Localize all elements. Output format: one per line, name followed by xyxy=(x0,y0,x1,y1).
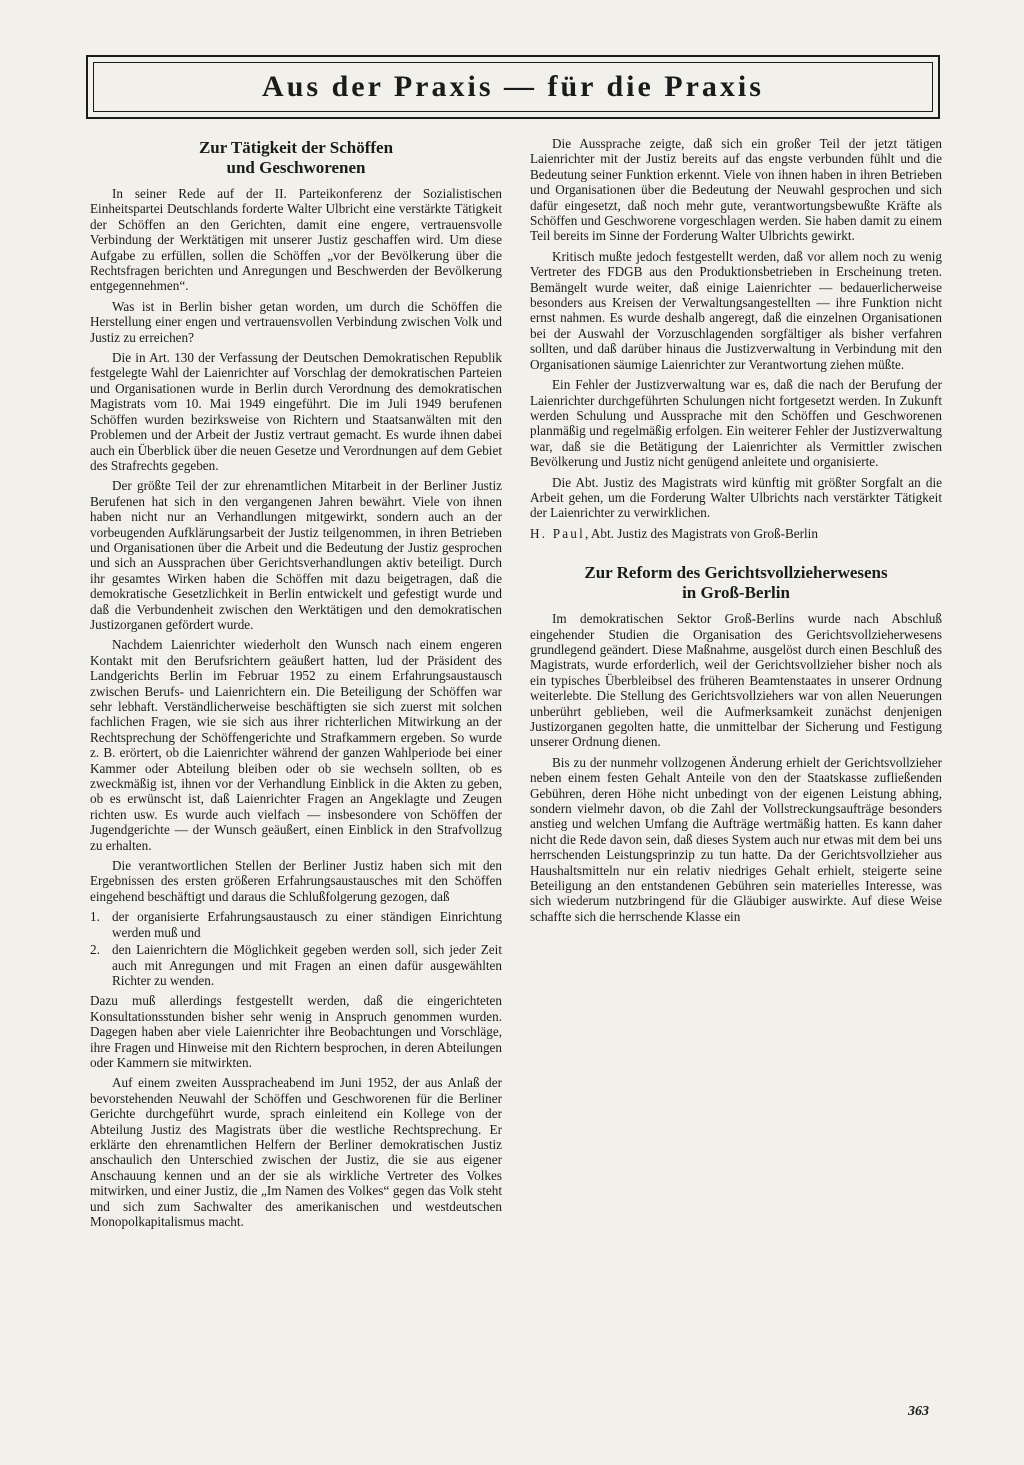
list-item-text: den Laienrichtern die Möglichkeit gegeben werden soll, sich jeder Zeit auch mit Anregungen und mit Fragen an einen dafür ausgewählten Richter zu wenden. xyxy=(112,942,502,988)
article-signature xyxy=(530,526,942,541)
paragraph: Der größte Teil der zur ehrenamtlichen Mitarbeit in der Berliner Justiz Berufenen hat sich in den vergangenen Jahren bewährt. Viele von ihnen haben nicht nur an Verhandlungen mitgewirkt, sondern auch an der vorbeugenden Aufklärungsarbeit der Justiz teilgenommen, in ihren Betrieben und Organisationen über die Arbeit und die Bedeutung der Justiz gesprochen und sich an Aussprachen über Gerichtsverhandlungen aktiv beteiligt. Durch ihr gesamtes Wirken haben die Schöffen mit dazu beigetragen, daß die demokratische Gesetzlichkeit in Berlin entwickelt und gefestigt wurde und daß die Verbundenheit zwischen den Werktätigen und den demokratischen Justizorganen gefördert wurde. xyxy=(90,478,502,632)
paragraph: In seiner Rede auf der II. Parteikonferenz der Sozialistischen Einheitspartei Deutschlands forderte Walter Ulbricht eine verstärkte Tätigkeit der Schöffen an den Gerichten, damit eine engere, vertrauensvolle Verbindung der Werktätigen mit unserer Justiz geschaffen wird. Um diese Aufgabe zu erfüllen, sollen die Schöffen „vor der Bevölkerung über die Rechtsfragen berichten und Anregungen und Beschwerden der Bevölkerung entgegennehmen“. xyxy=(90,186,502,294)
article-title-line-1: Zur Reform des Gerichtsvollzieherwesens xyxy=(584,563,888,583)
author-name: H. Paul xyxy=(530,525,585,541)
paragraph: Auf einem zweiten Ausspracheabend im Juni 1952, der aus Anlaß der bevorstehenden Neuwahl der Schöffen und Geschworenen für die Berliner Gerichte durchgeführt wurde, sprach einleitend ein Kollege von der Abteilung Justiz des Magistrats über die westliche Rechtsprechung. Er erklärte den ehrenamtlichen Helfern der Berliner demokratischen Justiz anschaulich den Unterschied zwischen der Justiz, die sie aus eigener Anschauung kennen und an der sie als wirkliche Vertreter des Volkes mitwirken, und einer Justiz, die „Im Namen des Volkes“ gegen das Volk steht und sich zum Sachwalter des amerikanischen und westdeutschen Monopolkapitalismus macht. xyxy=(90,1075,502,1229)
article-title-line-2: in Groß-Berlin xyxy=(682,583,790,603)
list-item-number: 1. xyxy=(90,909,100,925)
list-item xyxy=(90,909,502,940)
column-left xyxy=(90,136,502,1234)
paragraph: Die verantwortlichen Stellen der Berliner Justiz haben sich mit den Ergebnissen des ersten größeren Erfahrungsaustausches mit den Schöffen eingehend beschäftigt und daraus die Schlußfolgerung gezogen, daß xyxy=(90,858,502,904)
paragraph: Dazu muß allerdings festgestellt werden, daß die eingerichteten Konsultationsstunden bisher sehr wenig in Anspruch genommen wurden. Dagegen haben aber viele Laienrichter ihre Beobachtungen und Vorschläge, ihre Fragen und Hinweise mit den Richtern besprochen, in deren Abteilungen oder Kammern sie mitwirkten. xyxy=(90,993,502,1070)
masthead-inner-frame xyxy=(93,62,933,112)
list-item xyxy=(90,942,502,988)
page-number: 363 xyxy=(908,1404,929,1419)
article-title-line-1: Zur Tätigkeit der Schöffen xyxy=(198,138,394,157)
paragraph: Ein Fehler der Justizverwaltung war es, daß die nach der Berufung der Laienrichter durchgeführten Schulungen nicht fortgesetzt werden. In Zukunft werden Schulung und Aussprache mit den Schöffen und Geschworenen planmäßig und regelmäßig erfolgen. Ein weiterer Fehler der Justizverwaltung war, daß sie die Betätigung der Laienrichter als Vermittler zwischen Bevölkerung und Justiz nicht genügend anleitete und organisierte. xyxy=(530,377,942,470)
paragraph: Nachdem Laienrichter wiederholt den Wunsch nach einem engeren Kontakt mit den Berufsrichtern geäußert hatten, lud der Präsident des Landgerichts Berlin im Februar 1952 zu einem Erfahrungsaustausch zwischen Berufs- und Laienrichtern ein. Die Beteiligung der Schöffen war sehr lebhaft. Verständlicherweise beschäftigten sie sich zuerst mit solchen fachlichen Fragen, wie sie sich aus ihrer richterlichen Mitwirkung an der Rechtsprechung der Schöffengerichte und Strafkammern ergeben. So wurde z. B. erörtert, ob die Laienrichter während der ganzen Wahlperiode bei einer Kammer oder Abteilung bleiben oder ob sie wechseln sollten, ob es zweckmäßig ist, ihnen vor der Verhandlung Einblick in die Akten zu geben, ob es erwünscht ist, daß Laienrichter Fragen an Angeklagte und Zeugen richten usw. Es wurde auch vielfach — insbesondere von Schöffen der Jugendgerichte — der Wunsch geäußert, einen Einblick in den Strafvollzug zu erhalten. xyxy=(90,637,502,853)
author-affiliation: , Abt. Justiz des Magistrats von Groß-Berlin xyxy=(584,525,818,541)
paragraph: Die Aussprache zeigte, daß sich ein großer Teil der jetzt tätigen Laienrichter mit der Justiz bereits auf das engste verbunden fühlt und die Bedeutung seiner Funktion erkennt. Viele von ihnen haben in ihren Betrieben und Organisationen über die Bedeutung der Neuwahl gesprochen und sich dafür eingesetzt, daß noch mehr gute, verantwortungsbewußte Kräfte als Schöffen und Geschworene vorgeschlagen werden. Sie haben damit zu einem Teil bereits im Sinne der Forderung Walter Ulbrichts gewirkt. xyxy=(530,136,942,244)
paragraph: Die in Art. 130 der Verfassung der Deutschen Demokratischen Republik festgelegte Wahl der Laienrichter auf Vorschlag der demokratischen Parteien und Organisationen wurde in Berlin durch Verordnung des demokratischen Magistrats vom 10. Mai 1949 eingeführt. Die im Juli 1949 berufenen Schöffen wurden bezirksweise von Richtern und Staatsanwälten mit den Problemen und der Arbeit der Justiz vertraut gemacht. Es wurde ihnen dabei auch ein Überblick über die neuen Gesetze und Verordnungen auf dem Gebiet des Strafrechts gegeben. xyxy=(90,350,502,473)
list-item-number: 2. xyxy=(90,942,100,958)
column-right xyxy=(530,136,942,929)
list-item-text: der organisierte Erfahrungsaustausch zu einer ständigen Einrichtung werden muß und xyxy=(112,909,502,940)
section-masthead xyxy=(86,55,940,119)
paragraph: Die Abt. Justiz des Magistrats wird künftig mit größter Sorgfalt an die Arbeit gehen, um die Forderung Walter Ulbrichts nach verstärkter Tätigkeit der Laienrichter zu verwirklichen. xyxy=(530,474,942,521)
article-title-schoeffen xyxy=(90,138,502,178)
paragraph: Was ist in Berlin bisher getan worden, um durch die Schöffen die Herstellung einer engen und vertrauensvollen Verbindung zwischen Volk und Justiz zu erreichen? xyxy=(90,298,502,345)
paragraph: Im demokratischen Sektor Groß-Berlins wurde nach Abschluß eingehender Studien die Organisation des Gerichtsvollzieherwesens grundlegend geändert. Diese Maßnahme, ausgelöst durch einen Beschluß des Magistrats, wurde erforderlich, weil der Gerichtsvollzieher bisher noch als ein typisches Überbleibsel des früheren Beamtenstaates in unserer Ordnung weiterlebte. Die Stellung des Gerichtsvollziehers war von allen Neuerungen unberührt geblieben, weil die Aufmerksamkeit zunächst denjenigen Justizorganen gegolten hatte, die unmittelbar der Sicherung und Festigung unserer Ordnung dienen. xyxy=(530,611,942,750)
conclusion-list xyxy=(90,909,502,988)
section-title: Aus der Praxis — für die Praxis xyxy=(262,70,764,103)
paragraph: Bis zu der nunmehr vollzogenen Änderung erhielt der Gerichtsvollzieher neben einem festen Gehalt Anteile von den der Staatskasse zufließenden Gebühren, deren Höhe nicht unbedingt von der eigenen Leistung abhing, sondern vielmehr davon, ob die Zahl der Vollstreckungsaufträge besonders anstieg und welchen Umfang die Aufträge wertmäßig hatten. Es kann daher nicht die Rede davon sein, daß dieses System auch nur etwas mit dem bei uns herrschenden Leistungsprinzip zu tun hatte. Da der Gerichtsvollzieher aus Haushaltsmitteln nur ein relativ niedriges Gehalt erhielt, steigerte seine Beteiligung an den entstandenen Gebühren sein materielles Interesse, was sich wiederum nutzbringend für die Gläubiger auswirkte. Auf diese Weise schaffte sich die herrschende Klasse ein xyxy=(530,754,942,924)
article-title-gerichtsvollzieher xyxy=(530,563,942,603)
article-title-line-2: und Geschworenen xyxy=(226,158,366,177)
paragraph: Kritisch mußte jedoch festgestellt werden, daß vor allem noch zu wenig Vertreter des FDGB aus den Produktionsbetrieben in Erscheinung treten. Bemängelt wurde weiter, daß einige Laienrichter — bedauerlicherweise besonders aus Kreisen der Verwaltungsangestellten — ihre Funktion nicht ernst nahmen. Es wurde deshalb angeregt, daß die einzelnen Organisationen bei der Auswahl der Vorzuschlagenden sorgfältiger als bisher verfahren sollten, und daß darüber hinaus die Justizverwaltung in Verbindung mit den Organisationen säumige Laienrichter zur Verantwortung ziehen müßte. xyxy=(530,248,942,372)
